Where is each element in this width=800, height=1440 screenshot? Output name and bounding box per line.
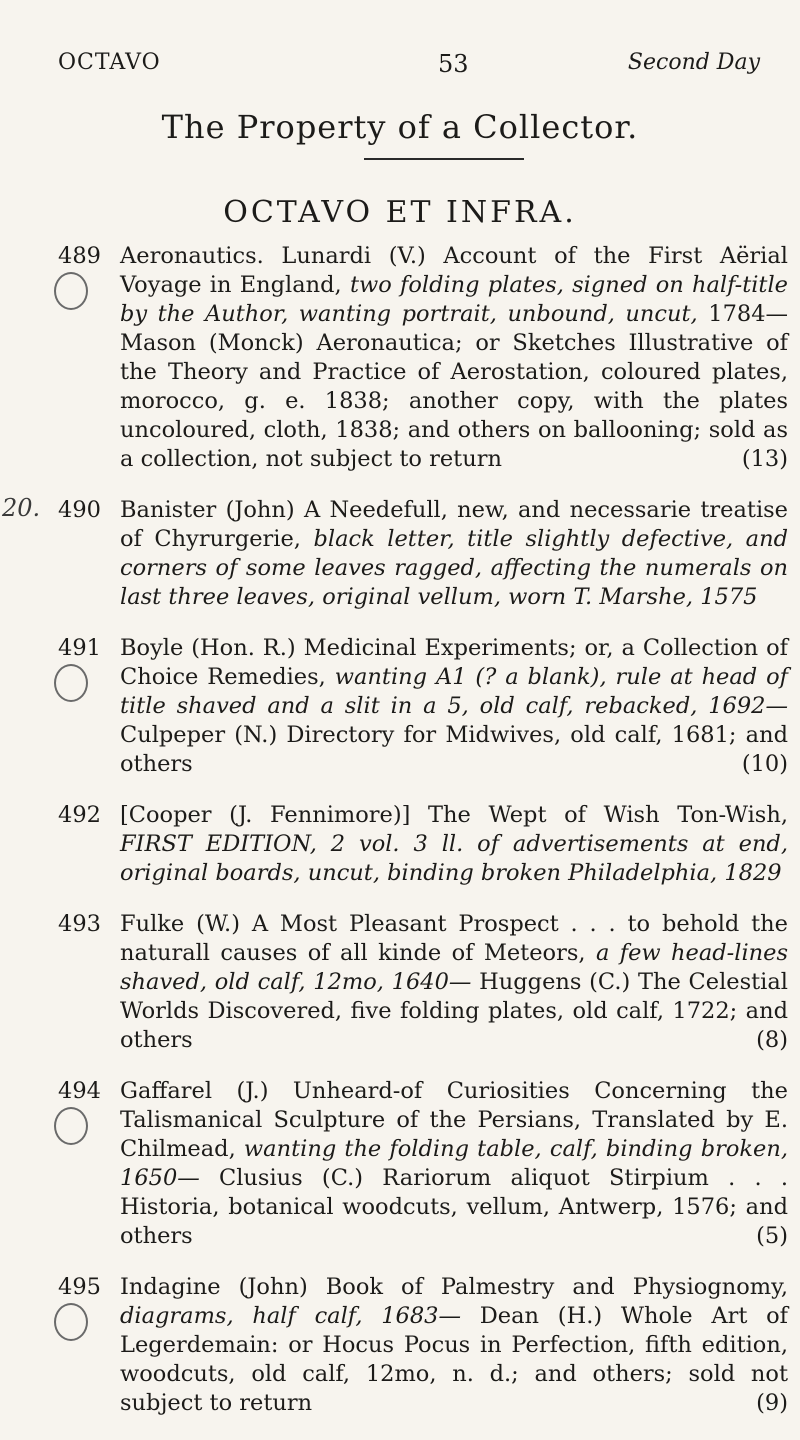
lot-number: 491 (58, 635, 101, 661)
lot-heading: Fulke (W.) A Most Pleasant Prospect . . . to behold the naturall causes of all kinde of Meteors, (120, 911, 788, 966)
pencil-circle-mark (54, 1303, 88, 1341)
section-title: OCTAVO ET INFRA. (223, 195, 577, 230)
margin-price-note: 20. (2, 494, 41, 522)
lot-description: a few head-lines shaved, old calf, 12mo, 1640— (120, 940, 788, 995)
lot-number: 492 (58, 802, 101, 828)
lot-heading: Indagine (John) Book of Palmestry and Physiognomy, (120, 1274, 788, 1300)
lot-count: (5) (756, 1223, 788, 1249)
lot-heading: [Cooper (J. Fennimore)] The Wept of Wish Ton-Wish, (120, 802, 788, 828)
pencil-circle-mark (54, 664, 88, 702)
running-head-day: Second Day (627, 50, 760, 75)
lot-description: wanting A1 (? a blank), rule at head of title shaved and a slit in a 5, old calf, rebacked, 1692— (120, 664, 788, 719)
lot-heading: Aeronautics. Lunardi (V.) Account of the First Aërial Voyage in England, (120, 243, 788, 298)
lot-count: (13) (741, 446, 788, 472)
lot-number: 489 (58, 243, 101, 269)
page-number: 53 (438, 50, 469, 78)
lot-additional: Culpeper (N.) Directory for Midwives, old calf, 1681; and others (120, 722, 788, 777)
lot-495 (58, 1273, 788, 1418)
lot-additional: Dean (H.) Whole Art of Legerdemain: or Hocus Pocus in Perfection, fifth edition, woodcuts, old calf, 12mo, n. d.; and others; sold not subject to return (120, 1303, 789, 1416)
lot-number: 490 (58, 497, 101, 523)
lot-count: (10) (741, 751, 788, 777)
lot-description: two folding plates, signed on half-title by the Author, wanting portrait, unbound, uncut, (120, 272, 788, 327)
lot-490 (2, 494, 788, 612)
lot-description: FIRST EDITION, 2 vol. 3 ll. of advertisements at end, original boards, uncut, binding broken Philadelphia, 1829 (120, 831, 788, 886)
lot-description: diagrams, half calf, 1683— (120, 1303, 461, 1329)
lot-494 (58, 1077, 788, 1251)
lot-additional: 1784—Mason (Monck) Aeronautica; or Sketches Illustrative of the Theory and Practice of Aerostation, coloured plates, morocco, g. e. 1838; another copy, with the plates uncoloured, cloth, 1838; and others on ballooning; sold as a collection, not subject to return (120, 301, 789, 472)
lot-heading: Gaffarel (J.) Unheard-of Curiosities Concerning the Talismanical Sculpture of the Persians, Translated by E. Chilmead, (120, 1078, 788, 1162)
pencil-circle-mark (54, 272, 88, 310)
lot-number: 494 (58, 1078, 101, 1104)
lot-number: 493 (58, 911, 101, 937)
running-head-format: OCTAVO (58, 50, 161, 75)
running-head (58, 50, 760, 80)
lot-list (2, 242, 789, 1440)
lot-count: (9) (756, 1390, 788, 1416)
pencil-circle-mark (54, 1107, 88, 1145)
lot-description: wanting the folding table, calf, binding broken, 1650— (120, 1136, 788, 1191)
lot-heading: Banister (John) A Needefull, new, and necessarie treatise of Chyrurgerie, (120, 497, 788, 552)
lot-492 (58, 801, 788, 888)
lot-491 (58, 634, 788, 779)
lot-count: (8) (756, 1027, 788, 1053)
lot-493 (58, 910, 788, 1055)
lot-description: black letter, title slightly defective, and corners of some leaves ragged, affecting the numerals on last three leaves, original vellum, worn T. Marshe, 1575 (120, 526, 788, 610)
sale-title: The Property of a Collector. (161, 108, 639, 146)
lot-heading: Boyle (Hon. R.) Medicinal Experiments; or, a Collection of Choice Remedies, (120, 635, 788, 690)
title-rule (364, 158, 524, 160)
lot-489 (58, 242, 788, 474)
lot-number: 495 (58, 1274, 101, 1300)
lot-additional: Huggens (C.) The Celestial Worlds Discovered, five folding plates, old calf, 1722; and others (120, 969, 788, 1053)
lot-additional: Clusius (C.) Rariorum aliquot Stirpium . . . Historia, botanical woodcuts, vellum, Antwerp, 1576; and others (120, 1165, 789, 1249)
